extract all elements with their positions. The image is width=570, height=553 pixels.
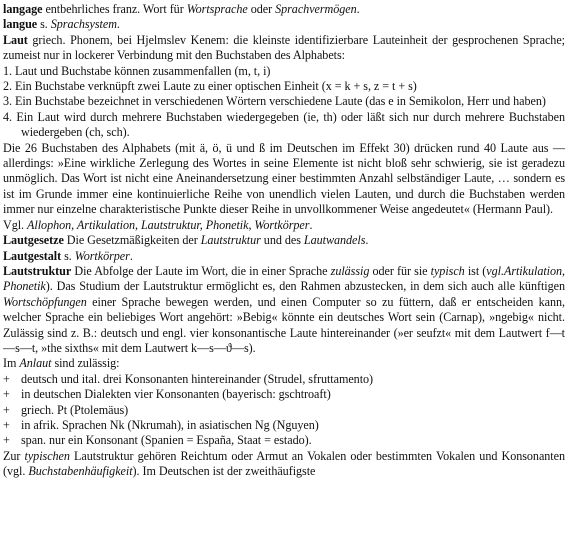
plus-icon: + bbox=[3, 371, 10, 386]
cross-reference: Wortkörper bbox=[74, 248, 130, 263]
entry-laut-intro: Laut griech. Phonem, bei Hjelmslev Kenem: die kleinste identifizierbare Lauteinheit der gesprochenen Sprache; zumeist nur in lockerer Verbindung mit den Buchstaben des Alphabets: bbox=[3, 32, 565, 63]
entry-head: langage bbox=[3, 2, 43, 16]
cross-reference: Allophon, Artikulation, Lautstruktur, Phonetik, Wortkörper bbox=[27, 217, 310, 232]
entry-lautstruktur bbox=[3, 264, 565, 480]
list-item: + in deutschen Dialekten vier Konsonanten (bayerisch: gschtroaft) bbox=[3, 387, 331, 402]
cross-reference: vgl.Artikulation, Phonetik bbox=[3, 263, 566, 294]
entry-head: Lautstruktur bbox=[3, 263, 72, 278]
cross-reference: Sprachvermögen bbox=[275, 2, 357, 16]
entry-langage: langage entbehrliches franz. Wort für Wortsprache oder Sprachvermögen. bbox=[3, 2, 360, 16]
dictionary-page bbox=[3, 2, 565, 480]
cross-reference: Lautwandels bbox=[303, 233, 366, 248]
list-item: + griech. Pt (Ptolemäus) bbox=[3, 402, 129, 417]
cross-reference: Wortsprache bbox=[186, 2, 248, 16]
list-item: + in afrik. Sprachen Nk (Nkrumah), in asiatischen Ng (Nguyen) bbox=[3, 417, 319, 432]
plus-icon: + bbox=[3, 433, 10, 448]
list-item: + span. nur ein Konsonant (Spanien = España, Staat = estado). bbox=[3, 433, 312, 448]
entry-lautgestalt: Lautgestalt s. Wortkörper. bbox=[3, 248, 133, 263]
list-item: 4. Ein Laut wird durch mehrere Buchstaben wiedergegeben (ie, th) oder läßt sich nur durch mehrere Buchstaben wiedergeben (ch, sch). bbox=[3, 109, 565, 140]
entry-langue: langue s. Sprachsystem. bbox=[3, 17, 120, 32]
cross-reference: Sprachsystem bbox=[50, 17, 117, 32]
see-also: Vgl. Allophon, Artikulation, Lautstruktur, Phonetik, Wortkörper. bbox=[3, 217, 313, 232]
entry-lautstruktur-body: Lautstruktur Die Abfolge der Laute im Wort, die in einer Sprache zulässig oder für sie typisch ist (vgl.Artikulation, Phonetik). Das Studium der Lautstruktur ermöglicht es, den Rahmen abzustecken, in dem sich auch alle künftigen Wortschöpfungen einer Sprache bewegen werden, und einen Computer so zu füttern, daß er entscheiden kann, welcher Sprache ein beliebiges Wort angehört: »Bebig« könnte ein deutsches Wort sein (Carnap), »ngebig« nicht. Zulässig sind z. B.: deutsch und engl. vier konsonantische Laute hintereinander (»er seufzt« mit dem Lautwert f—t—s—t, »the sixths« mit dem Lautwert k—s—ϑ—s). bbox=[3, 263, 566, 355]
plus-icon: + bbox=[3, 387, 10, 402]
cross-reference: Buchstabenhäufigkeit bbox=[28, 464, 133, 479]
entry-laut bbox=[3, 33, 565, 233]
entry-laut-body: Die 26 Buchstaben des Alphabets (mit ä, ö, ü und ß im Deutschen im Effekt 30) drücken rund 40 Laute aus — allerdings: »Eine wirkliche Zerlegung des Wortes in seine Elemente ist nicht bloß sehr schwierig, sie ist geradezu unmöglich. Das Wort ist nicht eine Aneinandersetzung einer bestimmten Anzahl selbständiger Laute, … sondern es ist im Grunde immer eine kontinuierliche Reihe von unendlich vielen Lauten, und durch die Buchstaben werden immer nur einzelne charakteristische Punkte dieser Reihe in unvollkommener Weise angedeutet« (Hermann Paul). bbox=[3, 140, 565, 217]
entry-head: Lautgestalt bbox=[3, 248, 62, 263]
numbered-list bbox=[3, 64, 565, 141]
entry-lautgesetze: Lautgesetze Die Gesetzmäßigkeiten der Lautstruktur und des Lautwandels. bbox=[3, 233, 369, 248]
plus-list bbox=[3, 372, 565, 449]
plus-icon: + bbox=[3, 417, 10, 432]
plus-icon: + bbox=[3, 402, 10, 417]
cross-reference: Lautstruktur bbox=[200, 233, 261, 248]
list-item: 2. Ein Buchstabe verknüpft zwei Laute zu einer optischen Einheit (x = k + s, z = t + s) bbox=[3, 79, 417, 94]
cross-reference: Wortschöpfungen bbox=[3, 294, 87, 309]
entry-lautstruktur-final: Zur typischen Lautstruktur gehören Reichtum oder Armut an Vokalen oder bestimmten Vokalen und Konsonanten (vgl. Buchstabenhäufigkeit). Im Deutschen ist der zweithäufigste bbox=[3, 448, 565, 479]
list-item: + deutsch und ital. drei Konsonanten hintereinander (Strudel, sfruttamento) bbox=[3, 371, 374, 386]
entry-head: Laut bbox=[3, 32, 28, 47]
list-item: 1. Laut und Buchstabe können zusammenfallen (m, t, i) bbox=[3, 63, 271, 78]
entry-head: langue bbox=[3, 17, 38, 32]
list-item: 3. Ein Buchstabe bezeichnet in verschiedenen Wörtern verschiedene Laute (das e in Semikolon, Herr und haben) bbox=[3, 94, 546, 109]
anlaut-heading: Im Anlaut sind zulässig: bbox=[3, 356, 120, 371]
entry-head: Lautgesetze bbox=[3, 233, 64, 248]
